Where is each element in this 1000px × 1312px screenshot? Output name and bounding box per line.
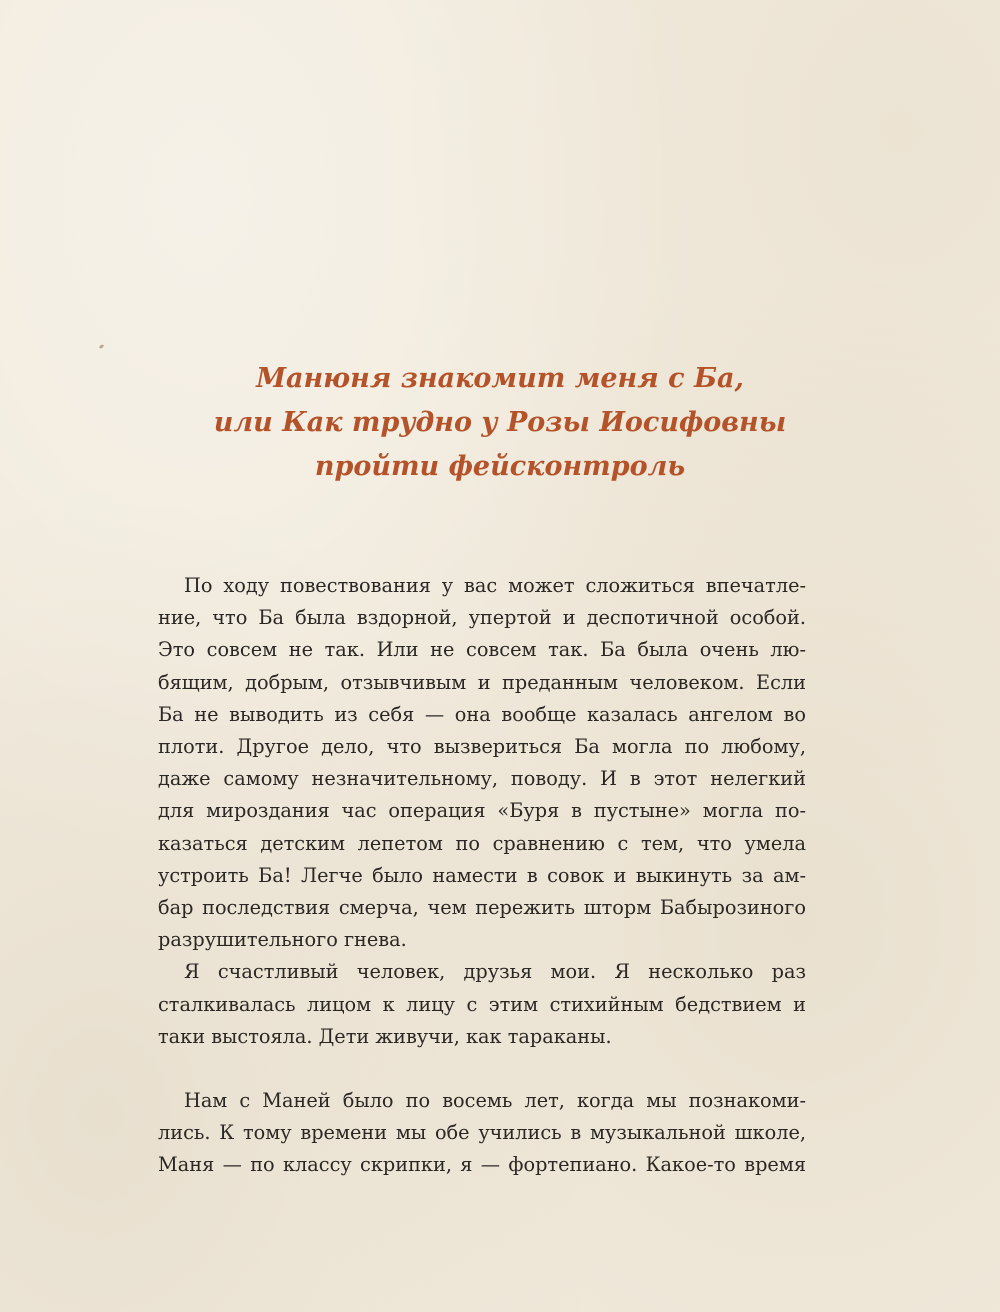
text-line: устроить Ба! Легче было намести в совок и выкинуть за ам- xyxy=(158,863,806,887)
text-line: таки выстояла. Дети живучи, как тараканы. xyxy=(158,1024,612,1048)
paragraph-1 xyxy=(158,570,806,956)
text-line: лись. К тому времени мы обе учились в музыкальной школе, xyxy=(158,1121,806,1145)
text-line: казаться детским лепетом по сравнению с тем, что умела xyxy=(158,831,806,855)
text-line: Ба не выводить из себя — она вообще казалась ангелом во xyxy=(158,702,806,726)
body-text xyxy=(158,570,806,1182)
text-line: Я счастливый человек, друзья мои. Я несколько раз xyxy=(184,960,806,984)
text-line: бящим, добрым, отзывчивым и преданным человеком. Если xyxy=(158,670,806,694)
text-line: Маня — по классу скрипки, я — фортепиано. Какое-то время xyxy=(158,1153,806,1177)
text-line: даже самому незначительному, поводу. И в этот нелегкий xyxy=(158,767,806,791)
text-line: Нам с Маней было по восемь лет, когда мы познакоми- xyxy=(184,1089,806,1113)
text-line: плоти. Другое дело, что вызвериться Ба могла по любому, xyxy=(158,735,806,759)
chapter-title-line: или Как трудно у Розы Иосифовны xyxy=(213,407,787,438)
chapter-title-line: Манюня знакомит меня с Ба, xyxy=(256,363,744,394)
text-line: По ходу повествования у вас может сложиться впечатле- xyxy=(184,574,806,597)
paragraph-2 xyxy=(158,956,806,1053)
text-line: ние, что Ба была вздорной, упертой и деспотичной особой. xyxy=(158,606,806,630)
paragraph-3 xyxy=(158,1085,806,1182)
chapter-title xyxy=(100,357,900,489)
text-line: бар последствия смерча, чем пережить шторм Бабырозиного xyxy=(158,896,806,920)
section-gap xyxy=(158,1053,806,1085)
text-line: Это совсем не так. Или не совсем так. Ба была очень лю- xyxy=(158,638,806,662)
chapter-title-line: пройти фейсконтроль xyxy=(314,451,686,482)
text-line: сталкивалась лицом к лицу с этим стихийным бедствием и xyxy=(158,992,806,1016)
text-line: разрушительного гнева. xyxy=(158,928,407,952)
text-line: для мироздания час операция «Буря в пустыне» могла по- xyxy=(158,799,806,823)
paper-speck xyxy=(99,344,105,349)
